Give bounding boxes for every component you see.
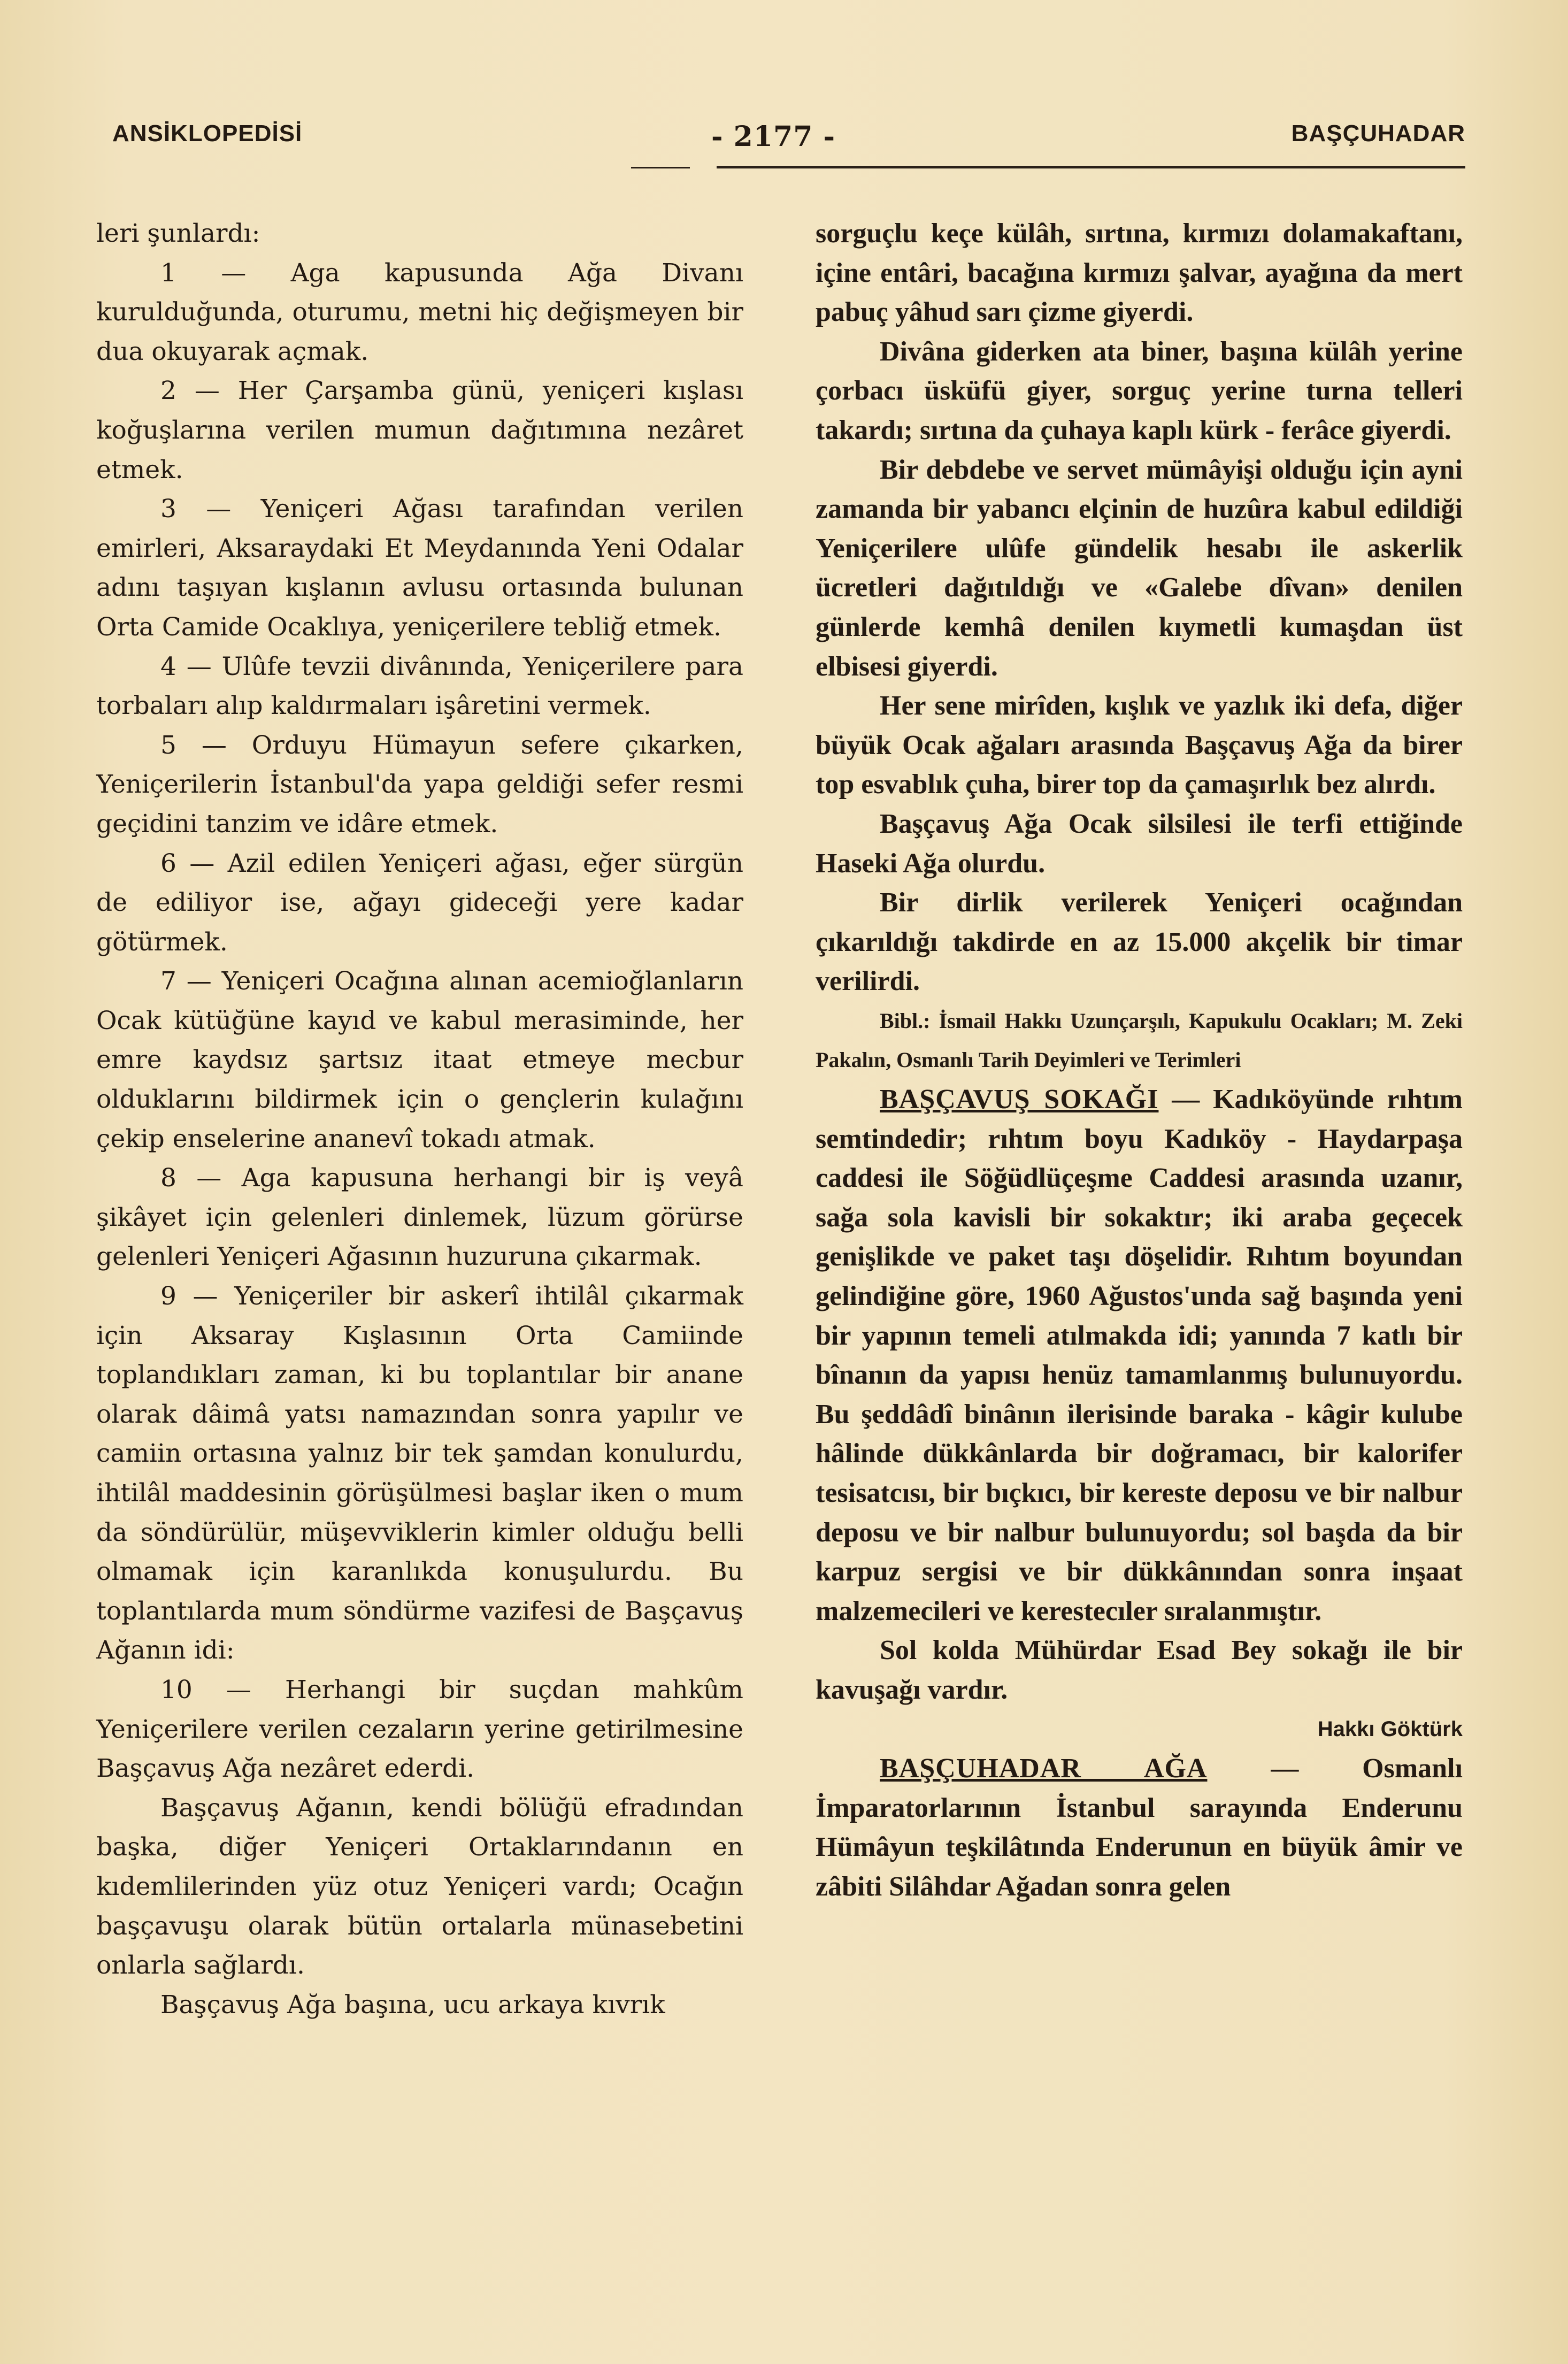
paragraph: sorguçlu keçe külâh, sırtına, kırmızı dolamakaftanı, içine entâri, bacağına kırmızı şalvar, ayağına da mert pabuç yâhud sarı çizme giyerdi. xyxy=(816,218,1463,328)
entry-basçavus-sokagi xyxy=(816,1080,1463,1631)
page-number: - 2177 - xyxy=(711,120,836,153)
paragraph: Sol kolda Mühürdar Esad Bey sokağı ile bir kavuşağı vardır. xyxy=(816,1635,1463,1705)
paragraph: Bir dirlik verilerek Yeniçeri ocağından çıkarıldığı takdirde en az 15.000 akçelik bir timar verilirdi. xyxy=(816,887,1463,997)
paragraph: Divâna giderken ata biner, başına külâh yerine çorbacı üsküfü giyer, sorguç yerine turna telleri takardı; sırtına da çuhaya kaplı kürk - ferâce giyerdi. xyxy=(816,336,1463,446)
entry-text: — Kadıköyünde rıhtım semtindedir; rıhtım boyu Kadıköy - Haydarpaşa caddesi ile Söğüdlüçeşme Caddesi arasında uzanır, sağa sola kavisli bir sokaktır; iki araba geçecek genişlikde ve paket taşı döşelidir. Rıhtım boyundan gelindiğine göre, 1960 Ağustos'unda sağ başında yeni bir yapının temeli atılmakda idi; yanında 7 katlı bir bînanın da yapısı henüz tamamlanmış bulunuyordu. Bu şeddâdî binânın ilerisinde baraka - kâgir kulube hâlinde dükkânlarda bir doğramacı, bir kalorifer tesisatcısı, bir bıçkıcı, bir kereste deposu ve bir nalbur deposu ve bir nalbur bulunuyordu; sol başda da bir karpuz sergisi ve bir dükkânından sonra inşaat malzemecileri ve kerestecıler sıralanmıştır. xyxy=(816,1084,1463,1626)
entry-bascuhadar-aga xyxy=(816,1749,1463,1906)
paragraph: Her sene mirîden, kışlık ve yazlık iki defa, diğer büyük Ocak ağaları arasında Başçavuş Ağa da birer top esvablık çuha, birer top da çamaşırlık bez alırdı. xyxy=(816,690,1463,800)
paragraph: Bir debdebe ve servet mümâyişi olduğu için ayni zamanda bir yabancı elçinin de huzûra kabul edildiği Yeniçerilere ulûfe gündelik hesabı ile askerlik ücretleri dağıtıldığı ve «Galebe dîvan» denilen günlerde kemhâ denilen kıymetli kumaşdan üst elbisesi giyerdi. xyxy=(816,454,1463,682)
list-item: 10 — Herhangi bir suçdan mahkûm Yeniçerilere verilen cezaların yerine getirilmesine Başçavuş Ağa nezâret ederdi. xyxy=(96,1675,743,1784)
entry-heading: BAŞÇAVUŞ SOKAĞI xyxy=(880,1084,1159,1115)
header-left-title: ANSİKLOPEDİSİ xyxy=(112,120,303,147)
list-item: 7 — Yeniçeri Ocağına alınan acemioğlanların Ocak kütüğüne kayıd ve kabul merasiminde, her emre kaydsız şartsız itaat etmeye mecbur olduklarını bildirmek için o gençlerin kulağını çekip enselerine ananevî tokadı atmak. xyxy=(96,966,743,1154)
author-signature: Hakkı Göktürk xyxy=(1317,1717,1463,1741)
list-item: 5 — Orduyu Hümayun sefere çıkarken, Yeniçerilerin İstanbul'da yapa geldiği sefer resmi geçidini tanzim ve idâre etmek. xyxy=(96,730,743,839)
list-item: 8 — Aga kapusuna herhangi bir iş veyâ şikâyet için gelenleri dinlemek, lüzum görürse gelenleri Yeniçeri Ağasının huzuruna çıkarmak. xyxy=(96,1163,743,1272)
paragraph: leri şunlardı: xyxy=(96,219,260,248)
list-item: 6 — Azil edilen Yeniçeri ağası, eğer sürgün de ediliyor ise, ağayı gideceği yere kadar götürmek. xyxy=(96,848,743,957)
list-item: 4 — Ulûfe tevzii divânında, Yeniçerilere para torbaları alıp kaldırmaları işâretini vermek. xyxy=(96,651,743,721)
entry-heading: BAŞÇUHADAR AĞA xyxy=(880,1753,1208,1784)
header-rule xyxy=(717,166,1465,168)
page-header xyxy=(112,120,1465,158)
left-column xyxy=(96,214,743,2024)
list-item: 3 — Yeniçeri Ağası tarafından verilen emirleri, Aksaraydaki Et Meydanında Yeni Odalar adını taşıyan kışlanın avlusu ortasında bulunan Orta Camide Ocaklıya, yeniçerilere tebliğ etmek. xyxy=(96,494,743,642)
right-column xyxy=(816,214,1463,1907)
list-item: 2 — Her Çarşamba günü, yeniçeri kışlası koğuşlarına verilen mumun dağıtımına nezâret etmek. xyxy=(96,376,743,485)
header-rule-short xyxy=(631,167,690,168)
paragraph: Başçavuş Ağa Ocak silsilesi ile terfi ettiğinde Haseki Ağa olurdu. xyxy=(816,808,1463,879)
bibliography: Bibl.: İsmail Hakkı Uzunçarşılı, Kapukulu Ocakları; M. Zeki Pakalın, Osmanlı Tarih Deyimleri ve Terimleri xyxy=(816,1008,1463,1072)
list-item: 9 — Yeniçeriler bir askerî ihtilâl çıkarmak için Aksaray Kışlasının Orta Camiinde toplandıkları zaman, ki bu toplantılar bir anane olarak dâimâ yatsı namazından sonra yapılır ve camiin ortasına yalnız bir tek şamdan konulurdu, ihtilâl maddesinin görüşülmesi başlar iken o mum da söndürülür, müşevviklerin kimler olduğu belli olmamak için karanlıkda konuşulurdu. Bu toplantılarda mum söndürme vazifesi de Başçavuş Ağanın idi: xyxy=(96,1281,743,1665)
paragraph: Başçavuş Ağanın, kendi bölüğü efradından başka, diğer Yeniçeri Ortaklarındanın en kıdemlilerinden yüz otuz Yeniçeri vardı; Ocağın başçavuşu olarak bütün ortalarla münasebetini onlarla sağlardı. xyxy=(96,1793,743,1981)
header-right-title: BAŞÇUHADAR xyxy=(1291,120,1465,147)
list-item: 1 — Aga kapusunda Ağa Divanı kurulduğunda, oturumu, metni hiç değişmeyen bir dua okuyarak açmak. xyxy=(96,258,743,366)
paragraph: Başçavuş Ağa başına, ucu arkaya kıvrık xyxy=(160,1990,665,2020)
entry-text: — Osmanlı İmparatorlarının İstanbul sarayında Enderunu Hümâyun teşkilâtında Enderunun en büyük âmir ve zâbiti Silâhdar Ağadan sonra gelen xyxy=(816,1753,1463,1902)
